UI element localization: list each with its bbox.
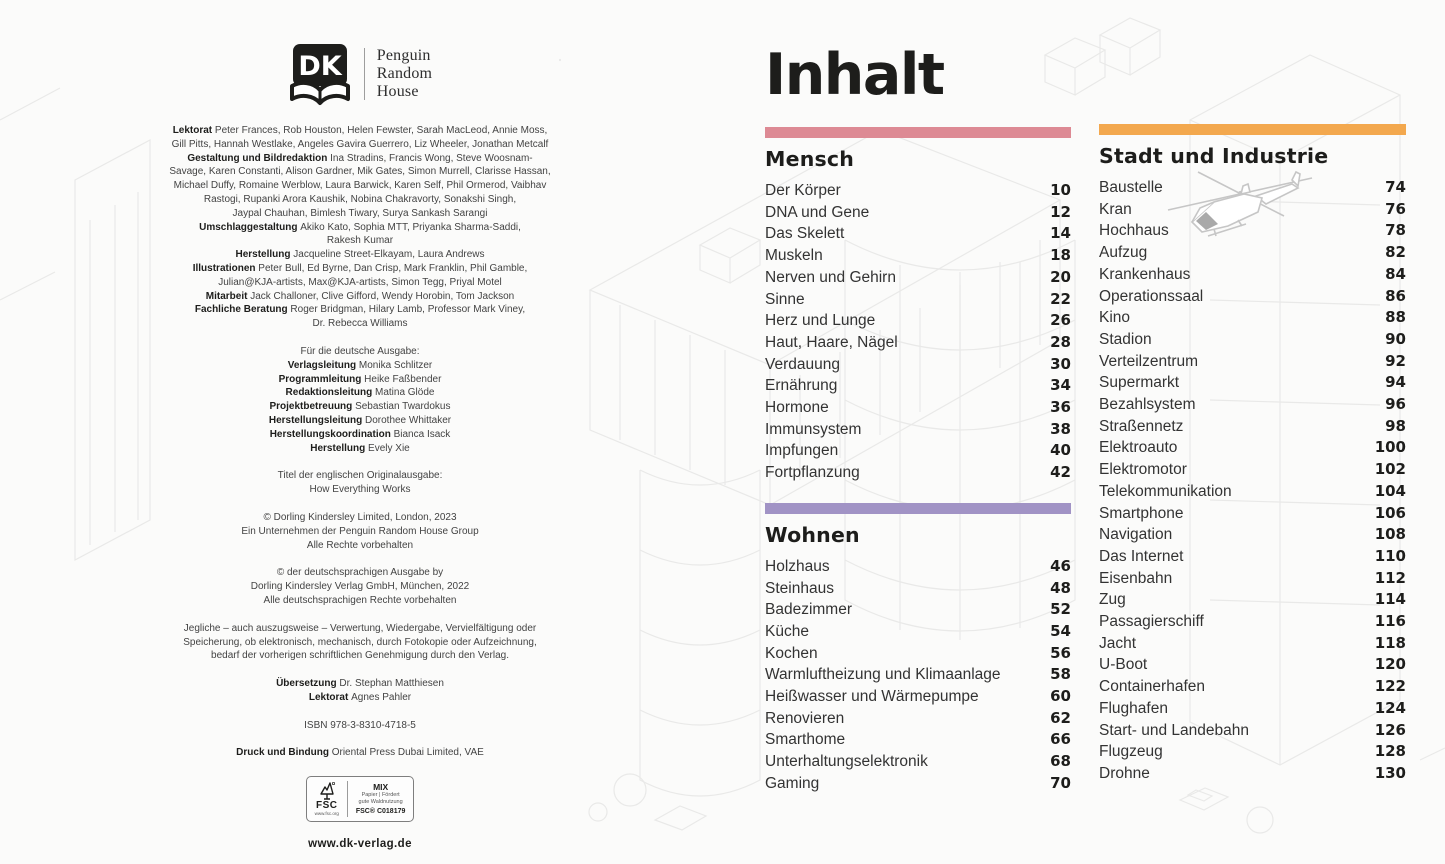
toc-item-page: 92 <box>1385 351 1406 370</box>
credit-line <box>163 207 557 221</box>
toc-item-title: Zug <box>1099 591 1126 609</box>
publisher-logo-row <box>163 42 557 106</box>
toc-item-title: Das Skelett <box>765 225 845 243</box>
section-wohnen <box>765 503 1071 795</box>
fsc-url: www.fsc.org <box>314 811 339 817</box>
credit-line <box>163 400 557 414</box>
credits-block-copyright-uk <box>163 511 557 552</box>
credit-names: Peter Bull, Ed Byrne, Dan Crisp, Mark Franklin, Phil Gamble, <box>258 262 528 274</box>
toc-item-page: 56 <box>1050 643 1071 662</box>
toc-row <box>1099 264 1406 286</box>
toc-row <box>1099 437 1406 459</box>
credit-names: Agnes Pahler <box>351 691 412 703</box>
toc-item-page: 10 <box>1050 181 1071 199</box>
toc-item-page: 96 <box>1385 395 1406 414</box>
toc-item-title: Start- und Landebahn <box>1099 721 1249 739</box>
toc-row <box>765 621 1071 643</box>
toc-row <box>1099 242 1406 264</box>
toc-item-page: 102 <box>1374 460 1406 479</box>
toc-item-title: Hormone <box>765 399 829 417</box>
toc-row <box>1099 177 1406 199</box>
toc-row <box>765 354 1071 376</box>
toc-row <box>765 729 1071 751</box>
fsc-logo <box>315 781 348 817</box>
toc-item-page: 30 <box>1050 354 1071 373</box>
credit-line <box>163 469 557 483</box>
toc-row <box>765 180 1071 202</box>
section-heading-wohnen: Wohnen <box>765 522 860 547</box>
toc-row <box>1099 481 1406 503</box>
credit-names: Dorothee Whittaker <box>364 414 452 426</box>
toc-item-page: 76 <box>1385 199 1406 218</box>
credits-block-english-team <box>163 124 557 331</box>
toc-item-page: 88 <box>1385 308 1406 327</box>
toc-row <box>765 267 1071 289</box>
toc-row <box>765 556 1071 578</box>
toc-item-page: 78 <box>1385 221 1406 240</box>
toc-row <box>1099 633 1406 655</box>
section-mensch <box>765 127 1071 484</box>
toc-row <box>765 773 1071 795</box>
toc-item-title: U-Boot <box>1099 656 1148 674</box>
toc-item-page: 34 <box>1050 376 1071 395</box>
toc-row <box>765 419 1071 441</box>
credit-line <box>163 276 557 290</box>
toc-row <box>1099 676 1406 698</box>
credit-line <box>163 746 557 760</box>
credit-line <box>163 677 557 691</box>
toc-item-title: Containerhafen <box>1099 678 1205 696</box>
credit-line <box>163 386 557 400</box>
credit-names: Evely Xie <box>368 442 410 454</box>
toc-item-title: Aufzug <box>1099 244 1148 262</box>
credit-names: Jaypal Chauhan, Bimlesh Tiwary, Surya Sankash Sarangi <box>232 207 488 219</box>
toc-item-title: Der Körper <box>765 182 841 199</box>
toc-item-page: 58 <box>1050 665 1071 684</box>
toc-row <box>1099 568 1406 590</box>
fsc-mix-panel <box>356 781 406 817</box>
credit-line <box>163 359 557 373</box>
credit-line <box>163 262 557 276</box>
credit-role-label: Projektbetreuung <box>269 401 356 413</box>
contents-column-right <box>1099 124 1406 785</box>
toc-item-page: 116 <box>1374 612 1406 631</box>
credits-block-rights-notice <box>163 622 557 663</box>
section-bar-stadt <box>1099 124 1406 135</box>
credit-names: Jegliche – auch auszugsweise – Verwertung, Wiedergabe, Vervielfältigung oder <box>183 622 537 634</box>
credit-names: ISBN 978-3-8310-4718-5 <box>304 719 416 731</box>
toc-item-page: 62 <box>1050 708 1071 727</box>
credit-names: Dorling Kindersley Verlag GmbH, München, 2022 <box>250 581 470 593</box>
fsc-mix-label: MIX <box>373 781 389 792</box>
credit-names: Michael Duffy, Romaine Werblow, Laura Barwick, Karen Self, Phil Ormerod, Vaibhav <box>173 180 547 192</box>
credit-names: Ein Unternehmen der Penguin Random House Group <box>241 525 479 537</box>
toc-item-title: Warmluftheizung und Klimaanlage <box>765 666 1001 684</box>
toc-item-page: 14 <box>1050 224 1071 243</box>
credit-line <box>163 248 557 262</box>
toc-row <box>765 751 1071 773</box>
toc-item-page: 90 <box>1385 329 1406 348</box>
dk-logo-icon <box>288 42 352 106</box>
toc-item-title: Herz und Lunge <box>765 312 876 330</box>
credit-line <box>163 138 557 152</box>
credit-names: Heike Faßbender <box>364 373 442 385</box>
toc-row <box>1099 611 1406 633</box>
toc-item-title: Holzhaus <box>765 557 830 575</box>
fsc-desc-line1: Papier | Fördert <box>361 791 400 798</box>
credit-role-label: Übersetzung <box>276 678 340 690</box>
credit-role-label: Druck und Bindung <box>236 747 332 759</box>
toc-item-title: Badezimmer <box>765 601 852 619</box>
toc-row <box>1099 351 1406 373</box>
toc-item-page: 12 <box>1050 202 1071 221</box>
credit-line <box>163 124 557 138</box>
toc-item-page: 46 <box>1050 556 1071 575</box>
credit-names: Für die deutsche Ausgabe: <box>300 345 420 357</box>
credit-names: Rakesh Kumar <box>326 235 394 247</box>
credit-line <box>163 345 557 359</box>
credit-line <box>163 691 557 705</box>
credit-names: Peter Frances, Rob Houston, Helen Fewster, Sarah MacLeod, Annie Moss, <box>214 125 548 136</box>
credit-line <box>163 165 557 179</box>
toc-item-title: Muskeln <box>765 247 823 265</box>
contents-column-left <box>765 44 1071 795</box>
toc-row <box>1099 720 1406 742</box>
toc-item-page: 84 <box>1385 264 1406 283</box>
credit-role-label: Verlagsleitung <box>287 359 359 371</box>
credit-names: Alle Rechte vorbehalten <box>306 539 414 551</box>
toc-row <box>765 375 1071 397</box>
credits-block-original-title <box>163 469 557 497</box>
toc-item-title: Haut, Haare, Nägel <box>765 333 898 351</box>
credit-role-label: Illustrationen <box>192 262 259 274</box>
credits-block-copyright-de <box>163 566 557 607</box>
toc-item-title: Kino <box>1099 309 1131 327</box>
toc-row <box>1099 524 1406 546</box>
credit-names: Ina Stradins, Francis Wong, Steve Woosnam- <box>330 152 533 164</box>
toc-item-page: 74 <box>1385 178 1406 196</box>
credit-line <box>163 428 557 442</box>
section-bar-mensch <box>765 127 1071 138</box>
toc-item-title: Verteilzentrum <box>1099 352 1199 370</box>
toc-row <box>765 578 1071 600</box>
toc-row <box>765 708 1071 730</box>
toc-item-page: 54 <box>1050 621 1071 640</box>
penguin-random-house-wordmark: Penguin Random House <box>376 47 433 100</box>
credit-line <box>163 290 557 304</box>
toc-item-title: Smartphone <box>1099 504 1184 522</box>
toc-row <box>765 397 1071 419</box>
credit-role-label: Herstellung <box>310 442 369 454</box>
toc-item-title: Bezahlsystem <box>1099 396 1196 414</box>
toc-row <box>1099 459 1406 481</box>
credit-line <box>163 179 557 193</box>
credit-names: How Everything Works <box>309 484 411 496</box>
toc-item-title: DNA und Gene <box>765 203 870 221</box>
credit-line <box>163 511 557 525</box>
credits-block-printing <box>163 746 557 760</box>
toc-item-title: Kochen <box>765 644 818 662</box>
toc-item-page: 106 <box>1374 503 1406 522</box>
section-heading-mensch: Mensch <box>765 147 855 171</box>
toc-row <box>765 310 1071 332</box>
toc-row <box>765 202 1071 224</box>
toc-row <box>1099 416 1406 438</box>
section-stadt-und-industrie <box>1099 124 1406 785</box>
credit-names: Titel der englischen Originalausgabe: <box>277 470 443 482</box>
toc-item-page: 104 <box>1374 481 1406 500</box>
credit-role-label: Herstellung <box>235 249 294 261</box>
publisher-website: www.dk-verlag.de <box>308 838 412 851</box>
section-bar-wohnen <box>765 503 1071 514</box>
toc-item-title: Küche <box>765 622 809 640</box>
toc-row <box>765 289 1071 311</box>
credit-names: Jacqueline Street-Elkayam, Laura Andrews <box>293 249 485 261</box>
credit-names: © der deutschsprachigen Ausgabe by <box>276 567 444 579</box>
toc-item-page: 120 <box>1374 655 1406 674</box>
credit-names: © Dorling Kindersley Limited, London, 2023 <box>263 511 457 523</box>
toc-item-page: 112 <box>1374 568 1406 587</box>
fsc-certification-label <box>306 776 415 822</box>
toc-item-title: Nerven und Gehirn <box>765 268 896 286</box>
credit-line <box>163 303 557 317</box>
toc-item-title: Drohne <box>1099 764 1150 782</box>
credit-names: Roger Bridgman, Hilary Lamb, Professor Mark Viney, <box>290 304 526 316</box>
toc-list-mensch <box>765 180 1071 484</box>
toc-item-page: 128 <box>1374 742 1406 761</box>
fsc-desc-line2: gute Waldnutzung <box>358 798 403 805</box>
toc-row <box>1099 372 1406 394</box>
credit-names: Savage, Karen Constanti, Alison Gardner, Mik Gates, Simon Murrell, Clarisse Hassan, <box>169 166 551 178</box>
toc-item-title: Renovieren <box>765 709 845 727</box>
toc-row <box>765 223 1071 245</box>
toc-item-page: 38 <box>1050 419 1071 438</box>
credit-names: Monika Schlitzer <box>358 359 433 371</box>
credit-role-label: Mitarbeit <box>205 290 251 302</box>
logo-divider <box>364 48 365 100</box>
toc-item-title: Elektroauto <box>1099 439 1178 457</box>
credits-block-translation <box>163 677 557 705</box>
toc-row <box>765 686 1071 708</box>
credit-names: Gill Pitts, Hannah Westlake, Angeles Gavira Guerrero, Liz Wheeler, Jonathan Metcalf <box>171 138 549 150</box>
toc-row <box>1099 220 1406 242</box>
credit-role-label: Herstellungskoordination <box>269 428 394 440</box>
credit-role-label: Programmleitung <box>278 373 365 385</box>
credit-names: Sebastian Twardokus <box>355 401 451 413</box>
toc-row <box>765 332 1071 354</box>
credit-names: Bianca Isack <box>393 428 451 440</box>
toc-item-page: 130 <box>1374 763 1406 782</box>
toc-item-page: 98 <box>1385 416 1406 435</box>
credit-names: bedarf der vorherigen schriftlichen Genehmigung durch den Verlag. <box>211 650 509 662</box>
credit-role-label: Redaktionsleitung <box>285 387 375 399</box>
toc-row <box>1099 503 1406 525</box>
toc-item-title: Hochhaus <box>1099 222 1169 240</box>
page-title: Inhalt <box>765 42 944 108</box>
credit-names: Oriental Press Dubai Limited, VAE <box>331 747 484 759</box>
toc-item-page: 108 <box>1374 525 1406 544</box>
toc-item-page: 48 <box>1050 578 1071 597</box>
toc-row <box>1099 394 1406 416</box>
credit-line <box>163 649 557 663</box>
toc-item-page: 126 <box>1374 720 1406 739</box>
toc-item-title: Elektromotor <box>1099 461 1187 479</box>
toc-row <box>765 599 1071 621</box>
toc-item-page: 26 <box>1050 311 1071 330</box>
toc-item-title: Kran <box>1099 200 1132 218</box>
imprint-column <box>163 42 557 850</box>
credit-names: Akiko Kato, Sophia MTT, Priyanka Sharma-Saddi, <box>300 221 521 233</box>
credit-line <box>163 234 557 248</box>
credit-names: Rastogi, Rupanki Arora Kaushik, Nobina Chakravorty, Sonakshi Singh, <box>203 193 517 205</box>
toc-item-title: Navigation <box>1099 526 1173 544</box>
credit-names: Dr. Rebecca Williams <box>312 318 408 330</box>
toc-item-page: 28 <box>1050 332 1071 351</box>
credit-role-label: Umschlaggestaltung <box>199 221 301 233</box>
toc-item-page: 20 <box>1050 267 1071 286</box>
credit-role-label: Fachliche Beratung <box>194 304 291 316</box>
credits-block-isbn <box>163 719 557 733</box>
credit-names: Alle deutschsprachigen Rechte vorbehalten <box>263 594 457 606</box>
toc-item-title: Flughafen <box>1099 699 1168 717</box>
credit-line <box>163 221 557 235</box>
toc-item-page: 94 <box>1385 373 1406 392</box>
toc-item-title: Telekommunikation <box>1099 482 1232 500</box>
toc-item-title: Steinhaus <box>765 579 834 597</box>
toc-row <box>1099 654 1406 676</box>
toc-item-page: 86 <box>1385 286 1406 305</box>
toc-item-page: 18 <box>1050 246 1071 265</box>
toc-item-page: 100 <box>1374 438 1406 457</box>
toc-list-stadt <box>1099 177 1406 785</box>
toc-row <box>1099 329 1406 351</box>
toc-item-title: Immunsystem <box>765 420 862 438</box>
credits-block-german-team <box>163 345 557 455</box>
credit-line <box>163 539 557 553</box>
toc-item-page: 22 <box>1050 289 1071 308</box>
toc-item-page: 118 <box>1374 633 1406 652</box>
toc-item-title: Flugzeug <box>1099 743 1163 761</box>
toc-item-title: Eisenbahn <box>1099 569 1173 587</box>
toc-item-title: Jacht <box>1099 634 1137 652</box>
toc-item-page: 36 <box>1050 398 1071 417</box>
toc-item-title: Krankenhaus <box>1099 265 1191 283</box>
toc-row <box>765 245 1071 267</box>
toc-row <box>1099 199 1406 221</box>
toc-item-title: Passagierschiff <box>1099 613 1204 631</box>
toc-item-title: Gaming <box>765 774 820 792</box>
credit-names: Julian@KJA-artists, Max@KJA-artists, Simon Tegg, Priyal Motel <box>218 276 502 288</box>
toc-item-page: 42 <box>1050 463 1071 482</box>
credit-line <box>163 719 557 733</box>
toc-item-title: Heißwasser und Wärmepumpe <box>765 688 979 706</box>
toc-item-title: Sinne <box>765 290 805 308</box>
toc-row <box>1099 546 1406 568</box>
toc-item-title: Smarthome <box>765 731 846 749</box>
toc-item-page: 52 <box>1050 600 1071 619</box>
toc-row <box>1099 589 1406 611</box>
toc-item-page: 60 <box>1050 687 1071 706</box>
toc-item-title: Baustelle <box>1099 179 1163 196</box>
toc-item-title: Unterhaltungselektronik <box>765 753 928 771</box>
credit-names: Matina Glöde <box>374 387 435 399</box>
toc-row <box>765 462 1071 484</box>
toc-item-title: Stadion <box>1099 330 1152 348</box>
toc-row <box>765 440 1071 462</box>
toc-row <box>765 643 1071 665</box>
toc-item-page: 114 <box>1374 590 1406 609</box>
fsc-acronym: FSC <box>315 800 338 812</box>
credit-names: Speicherung, ob elektronisch, mechanisch, durch Fotokopie oder Aufzeichnung, <box>183 636 537 648</box>
toc-row <box>1099 307 1406 329</box>
credit-line <box>163 317 557 331</box>
credit-line <box>163 594 557 608</box>
toc-item-page: 40 <box>1050 441 1071 460</box>
credit-line <box>163 622 557 636</box>
toc-item-page: 68 <box>1050 752 1071 771</box>
credit-names: Jack Challoner, Clive Gifford, Wendy Horobin, Tom Jackson <box>250 290 515 302</box>
toc-row <box>1099 763 1406 785</box>
section-heading-stadt: Stadt und Industrie <box>1099 144 1329 168</box>
credit-line <box>163 525 557 539</box>
toc-item-page: 110 <box>1374 546 1406 565</box>
toc-item-page: 82 <box>1385 243 1406 262</box>
credit-role-label: Herstellungsleitung <box>268 414 365 426</box>
credit-role-label: Lektorat <box>308 691 352 703</box>
credit-line <box>163 442 557 456</box>
toc-item-title: Straßennetz <box>1099 417 1184 435</box>
credit-line <box>163 373 557 387</box>
toc-row <box>1099 698 1406 720</box>
toc-item-page: 66 <box>1050 730 1071 749</box>
toc-row <box>1099 741 1406 763</box>
toc-item-title: Verdauung <box>765 355 840 373</box>
fsc-tree-icon <box>318 781 336 801</box>
toc-item-title: Supermarkt <box>1099 374 1180 392</box>
credit-line <box>163 580 557 594</box>
credit-line <box>163 483 557 497</box>
toc-row <box>1099 286 1406 308</box>
svg-text:DK: DK <box>298 51 342 82</box>
fsc-cert-number: FSC® C018179 <box>355 807 406 815</box>
toc-item-title: Ernährung <box>765 377 838 395</box>
credit-line <box>163 566 557 580</box>
toc-item-title: Fortpflanzung <box>765 464 860 482</box>
toc-row <box>765 664 1071 686</box>
credit-line <box>163 414 557 428</box>
toc-item-page: 124 <box>1374 698 1406 717</box>
credit-role-label: Gestaltung und Bildredaktion <box>187 152 331 164</box>
toc-item-title: Impfungen <box>765 442 839 460</box>
credit-line <box>163 152 557 166</box>
credit-line <box>163 636 557 650</box>
toc-item-page: 70 <box>1050 773 1071 792</box>
credit-line <box>163 193 557 207</box>
toc-list-wohnen <box>765 556 1071 795</box>
credit-names: Dr. Stephan Matthiesen <box>339 678 444 690</box>
toc-item-title: Das Internet <box>1099 547 1184 565</box>
toc-item-title: Operationssaal <box>1099 287 1204 305</box>
toc-item-page: 122 <box>1374 677 1406 696</box>
credit-role-label: Lektorat <box>172 125 215 136</box>
